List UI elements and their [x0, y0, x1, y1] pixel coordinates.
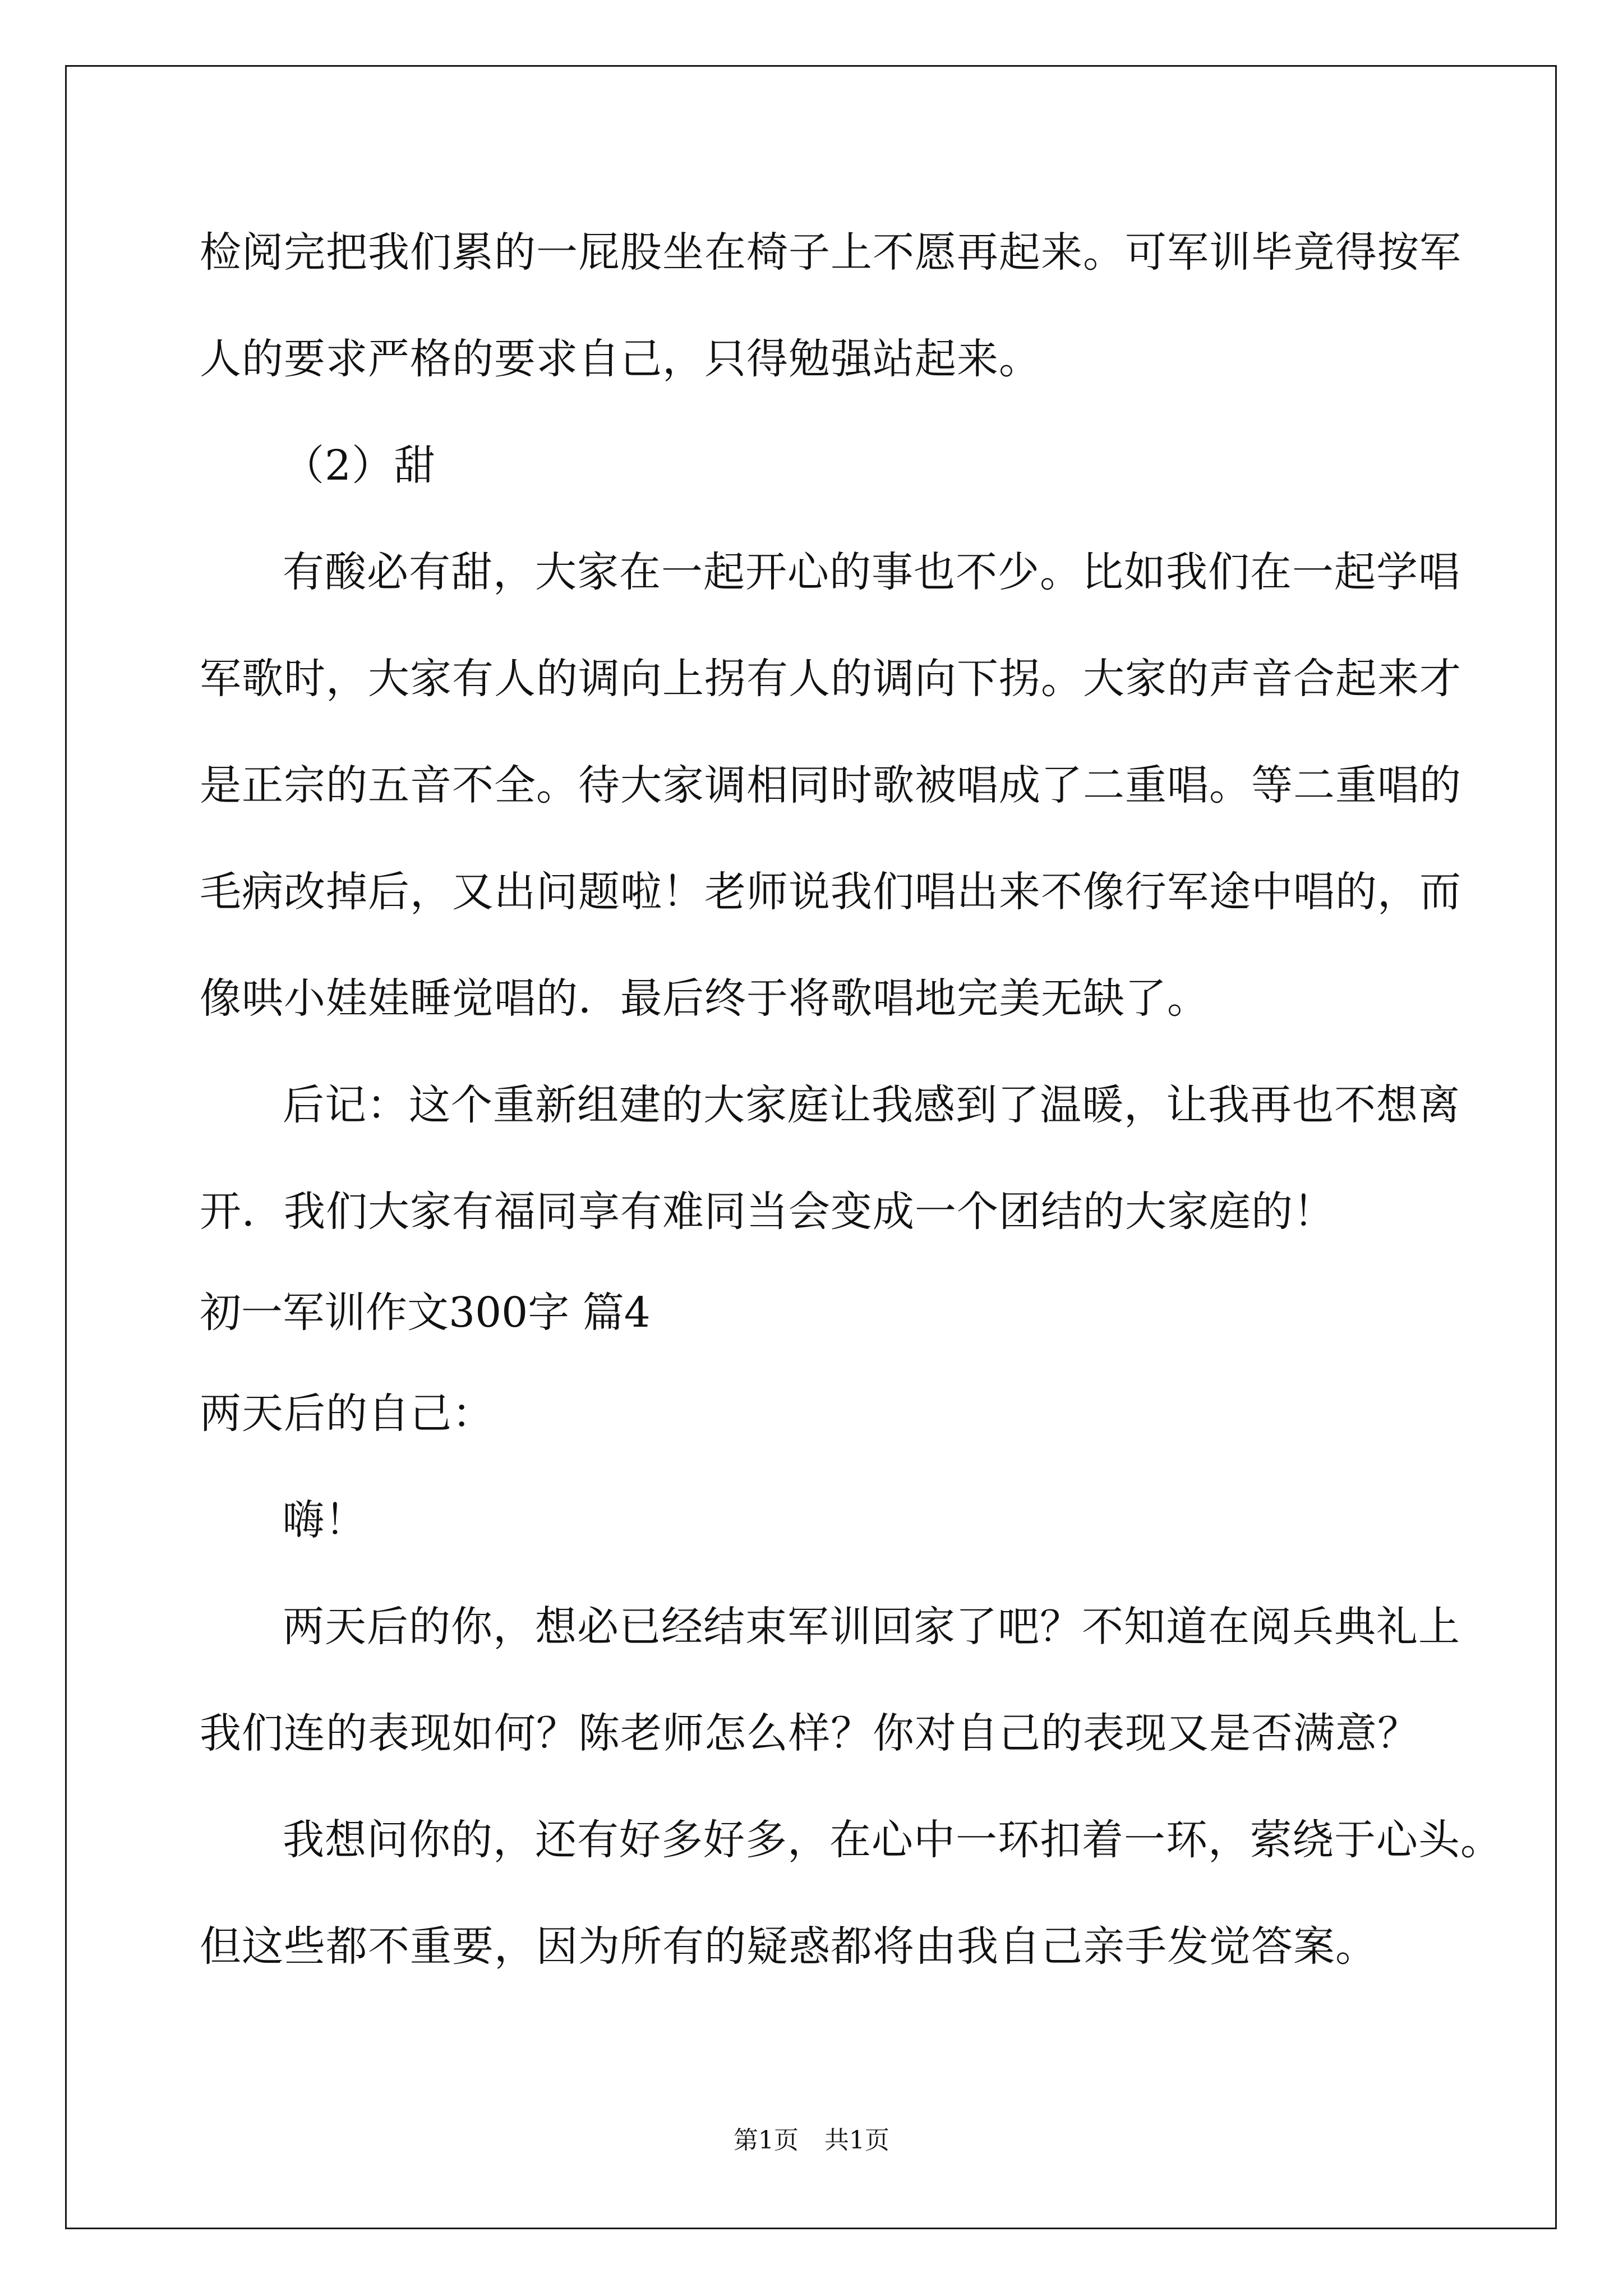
paragraph-line: 军歌时，大家有人的调向上拐有人的调向下拐。大家的声音合起来才 [200, 655, 1461, 703]
salutation: 两天后的自己： [200, 1389, 494, 1438]
paragraph-line: 毛病改掉后，又出问题啦！老师说我们唱出来不像行军途中唱的，而 [200, 868, 1461, 916]
paragraph-line: 人的要求严格的要求自己，只得勉强站起来。 [200, 335, 1041, 383]
page-footer [0, 2124, 1623, 2157]
paragraph-line: 我想问你的，还有好多好多，在心中一环扣着一环，萦绕于心头。 [283, 1816, 1502, 1864]
section-subheading: （2）甜 [283, 441, 436, 490]
paragraph-line: 是正宗的五音不全。待大家调相同时歌被唱成了二重唱。等二重唱的 [200, 761, 1461, 809]
paragraph-line: 我们连的表现如何？陈老师怎么样？你对自己的表现又是否满意？ [200, 1709, 1419, 1757]
essay-heading: 初一军训作文300字 篇4 [200, 1289, 651, 1337]
greeting: 嗨！ [283, 1496, 367, 1544]
paragraph-line: 有酸必有甜，大家在一起开心的事也不少。比如我们在一起学唱 [283, 548, 1460, 596]
page-number-total: 共1页 [824, 2126, 889, 2155]
paragraph-line: 后记：这个重新组建的大家庭让我感到了温暖，让我再也不想离 [283, 1081, 1460, 1129]
paragraph-line: 但这些都不重要，因为所有的疑惑都将由我自己亲手发觉答案。 [200, 1922, 1377, 1971]
paragraph-line: 像哄小娃娃睡觉唱的．最后终于将歌唱地完美无缺了。 [200, 974, 1209, 1023]
page-border [65, 65, 1557, 2229]
page-number-current: 第1页 [734, 2126, 799, 2155]
paragraph-line: 检阅完把我们累的一屁股坐在椅子上不愿再起来。可军训毕竟得按军 [200, 228, 1461, 277]
paragraph-line: 两天后的你，想必已经结束军训回家了吧？不知道在阅兵典礼上 [283, 1603, 1460, 1651]
paragraph-line: 开．我们大家有福同享有难同当会变成一个团结的大家庭的！ [200, 1188, 1335, 1236]
